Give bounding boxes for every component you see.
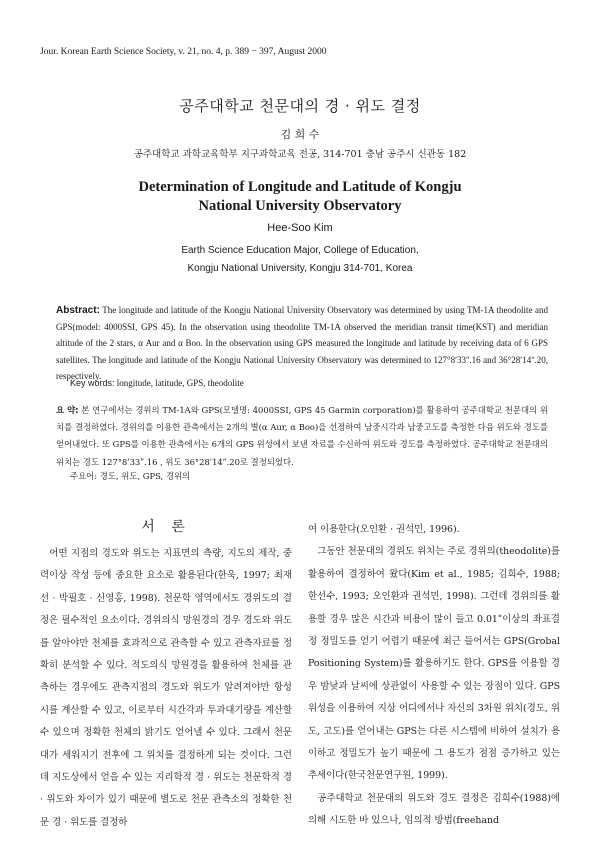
english-affiliation-line-1: Earth Science Education Major, College of Education, — [181, 245, 419, 256]
english-affiliation — [0, 242, 600, 278]
korean-abstract — [56, 402, 548, 471]
abstract-text: The longitude and latitude of the Kongju National University Observatory was determined by using TM-1A theodolite and GPS(model: 4000SSI, GPS 45). In the observation using theodolite TM-1A observed the meridian transit time(KST) and meridian altitude of the 2 stars, α Aur and α Boo. In the observation using GPS measured the longitude and latitude by receiving data of 6 GPS satellites. The longitude and latitude of the Kongju National University Observatory was determined to 127°8ʹ33ʺ.16 and 36°28ʹ14ʺ.20, respectively. — [56, 305, 548, 381]
korean-author: 김 희 수 — [280, 128, 320, 141]
keywords-label: Key words: — [70, 378, 115, 388]
korean-keywords — [70, 470, 190, 482]
body-left-column — [40, 543, 292, 834]
korean-keywords-label: 주요어: — [70, 471, 98, 481]
english-keywords — [70, 378, 244, 388]
english-title-line-2: National University Observatory — [198, 198, 402, 214]
english-abstract — [56, 302, 548, 384]
english-title — [0, 178, 600, 216]
korean-affiliation: 공주대학교 과학교육학부 지구과학교육 전공, 314-701 충남 공주시 신관동 182 — [133, 149, 467, 160]
journal-header: Jour. Korean Earth Science Society, v. 21, no. 4, p. 389 − 397, August 2000 — [40, 47, 327, 57]
abstract-label: Abstract: — [56, 305, 100, 316]
english-author: Hee-Soo Kim — [267, 222, 333, 234]
body-paragraph: 그동안 천문대의 경위도 위치는 주로 경위의(theodolite)를 활용하여 결정하여 왔다(Kim et al., 1985; 김희수, 1988; 한선수, 1993; 오인환과 권석민, 1998). 그런데 경위의를 활용할 경우 많은 시간과 비용이 많이 들고 0.01ʺ이상의 좌표결정 정밀도를 얻기 어렵기 때문에 최근 들어서는 GPS(Grobal Positioning System)를 활용하기도 한다. GPS를 이용할 경우 밤낮과 날씨에 상관없이 사용할 수 있는 장점이 있다. GPS 위성을 이용하여 지상 어디에서나 자신의 3차원 위치(경도, 위도, 고도)를 얻어내는 GPS는 다른 시스템에 비하여 설치가 용이하고 정밀도가 높기 때문에 그 용도가 점점 증가하고 있는 추세이다(한국천문연구원, 1999). — [308, 546, 560, 782]
korean-abstract-text: 본 연구에서는 경위의 TM-1A와 GPS(모델명: 4000SSI, GPS 45 Garmin corporation)를 활용하여 공주대학교 천문대의 위치를 결정하였다. 경위의를 이용한 관측에서는 2개의 별(α Aur, α Boo)을 선정하여 남중시각과 남중고도를 측정한 다음 위도와 경도를 얻어내었다. 또 GPS를 이용한 관측에서는 6개의 GPS 위성에서 보낸 자료를 수신하여 위도와 경도를 측정하였다. 공주대학교 천문대의 위치는 경도 127°8ʹ33ʺ.16 , 위도 36°28ʹ14ʺ.20로 결정되었다. — [56, 405, 548, 467]
body-paragraph: 공주대학교 천문대의 위도와 경도 결정은 김희수(1988)에 의해 시도한 바 있으나, 임의적 방법(freehand — [308, 792, 560, 827]
section-title-introduction: 서 론 — [141, 519, 191, 535]
body-right-column — [308, 519, 560, 833]
keywords-text: longitude, latitude, GPS, theodolite — [116, 378, 244, 388]
body-paragraph: 여 이용한다(오인환 · 권석민, 1996). — [308, 524, 460, 535]
body-paragraph: 어떤 지점의 경도와 위도는 지표면의 측량, 지도의 제작, 중력이상 작성 등에 중요한 요소로 활용된다(한욱, 1997; 최재선 · 박필호 · 신영홍, 1998). 천문학 영역에서도 경위도의 결정은 필수적인 요소이다. 경위의식 망원경의 경우 경도와 위도를 알아야만 천체를 효과적으로 관측할 수 있고 관측자료를 정확히 분석할 수 있다. 적도의식 망원경을 활용하여 천체를 관측하는 경우에도 관측지점의 경도와 위도가 알려져야만 항성시를 계산할 수 있고, 이로부터 시간각과 투과대기량을 계산할 수 있으며 정확한 천체의 밝기도 얻어낼 수 있다. 그래서 천문대가 세워지기 전후에 그 위치를 결정하게 되는 것이다. 그런데 지도상에서 얻을 수 있는 지리학적 경 · 위도는 천문학적 경 · 위도와 차이가 있기 때문에 별도로 천문 관측소의 정확한 천문 경 · 위도를 결정하 — [40, 548, 292, 828]
korean-title: 공주대학교 천문대의 경 · 위도 결정 — [179, 97, 421, 115]
korean-abstract-label: 요 약: — [56, 405, 79, 415]
english-title-line-1: Determination of Longitude and Latitude of Kongju — [138, 179, 462, 195]
english-affiliation-line-2: Kongju National University, Kongju 314-701, Korea — [187, 263, 413, 274]
korean-keywords-text: 경도, 위도, GPS, 경위의 — [99, 471, 191, 481]
